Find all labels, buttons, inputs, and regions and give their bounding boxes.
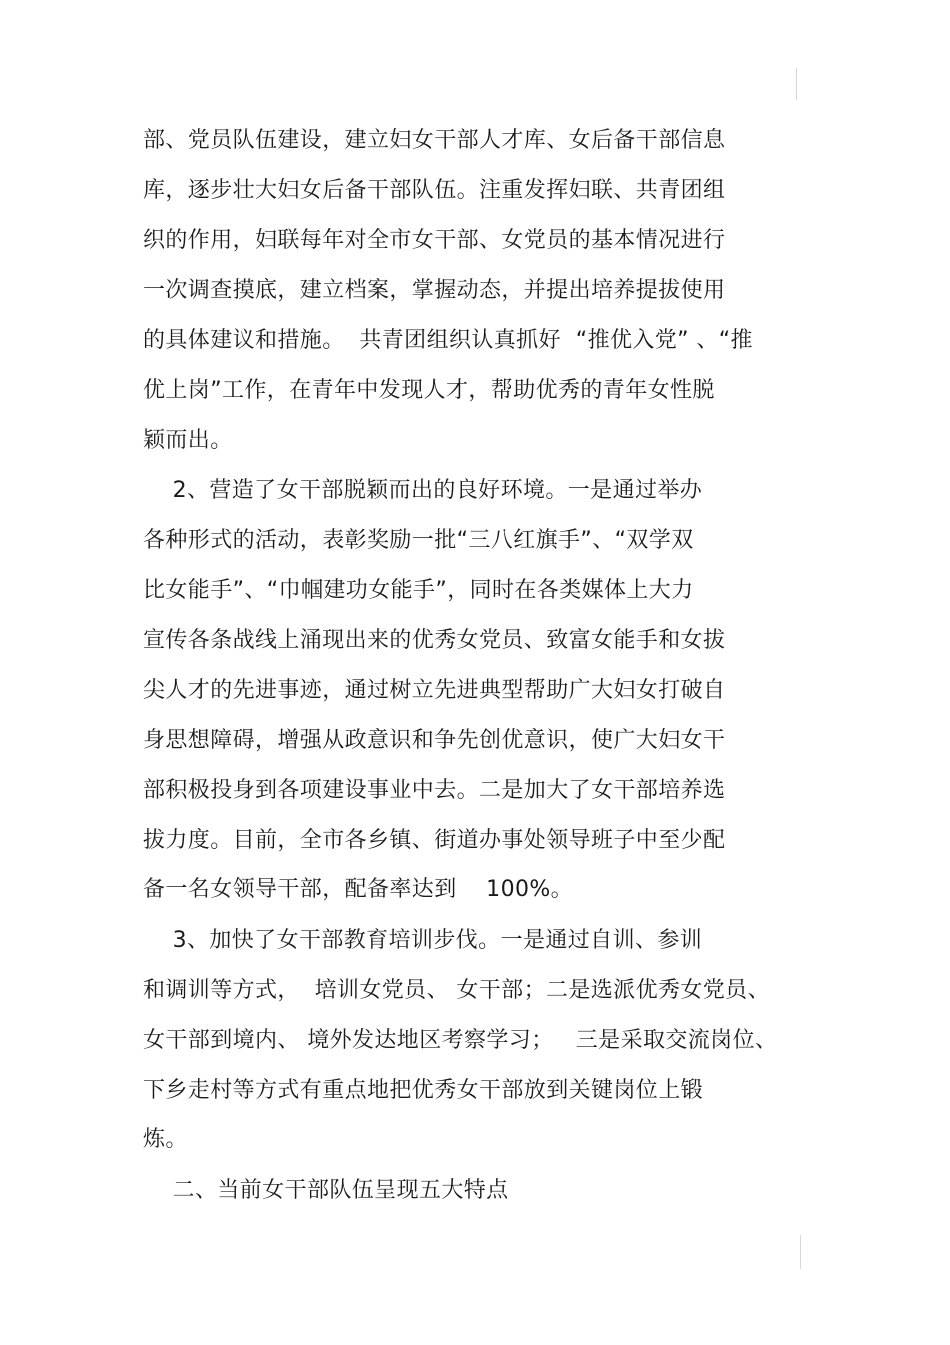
text-line: 各种形式的活动，表彰奖励一批“三八红旗手”、“双学双 xyxy=(143,528,694,553)
text-line: 一次调查摸底，建立档案，掌握动态，并提出培养提拔使用 xyxy=(143,278,726,303)
text-line: 部、党员队伍建设，建立妇女干部人才库、女后备干部信息 xyxy=(143,128,726,153)
text-line: 身思想障碍，增强从政意识和争先创优意识，使广大妇女干 xyxy=(143,728,726,753)
text-line: 织的作用，妇联每年对全市女干部、女党员的基本情况进行 xyxy=(143,228,726,253)
top-right-margin-mark xyxy=(796,68,797,100)
text-line: 部积极投身到各项建设事业中去。二是加大了女干部培养选 xyxy=(143,778,726,803)
text-line: 3、加快了女干部教育培训步伐。一是通过自训、参训 xyxy=(143,928,703,953)
text-line: 炼。 xyxy=(143,1127,188,1152)
text-line: 宣传各条战线上涌现出来的优秀女党员、致富女能手和女拔 xyxy=(143,628,726,653)
text-line: 优上岗”工作，在青年中发现人才，帮助优秀的青年女性脱 xyxy=(143,378,715,403)
text-line: 尖人才的先进事迹，通过树立先进典型帮助广大妇女打破自 xyxy=(143,678,726,703)
text-line: 备一名女领导干部，配备率达到 100%。 xyxy=(143,877,574,902)
text-line: 女干部到境内、 境外发达地区考察学习； 三是采取交流岗位、 xyxy=(143,1028,778,1053)
text-line: 2、营造了女干部脱颖而出的良好环境。一是通过举办 xyxy=(143,478,703,503)
text-line: 下乡走村等方式有重点地把优秀女干部放到关键岗位上锻 xyxy=(143,1078,704,1103)
text-line: 颖而出。 xyxy=(143,428,233,453)
text-line: 的具体建议和措施。 共青团组织认真抓好 “推优入党” 、“推 xyxy=(143,328,753,353)
section-heading: 二、当前女干部队伍呈现五大特点 xyxy=(143,1178,509,1203)
text-line: 库，逐步壮大妇女后备干部队伍。注重发挥妇联、共青团组 xyxy=(143,178,726,203)
bottom-right-margin-mark xyxy=(800,1235,801,1269)
text-line: 拔力度。目前，全市各乡镇、街道办事处领导班子中至少配 xyxy=(143,828,726,853)
text-line: 和调训等方式， 培训女党员、 女干部；二是选派优秀女党员、 xyxy=(143,978,770,1003)
text-line: 比女能手”、“巾帼建功女能手”，同时在各类媒体上大力 xyxy=(143,578,694,603)
